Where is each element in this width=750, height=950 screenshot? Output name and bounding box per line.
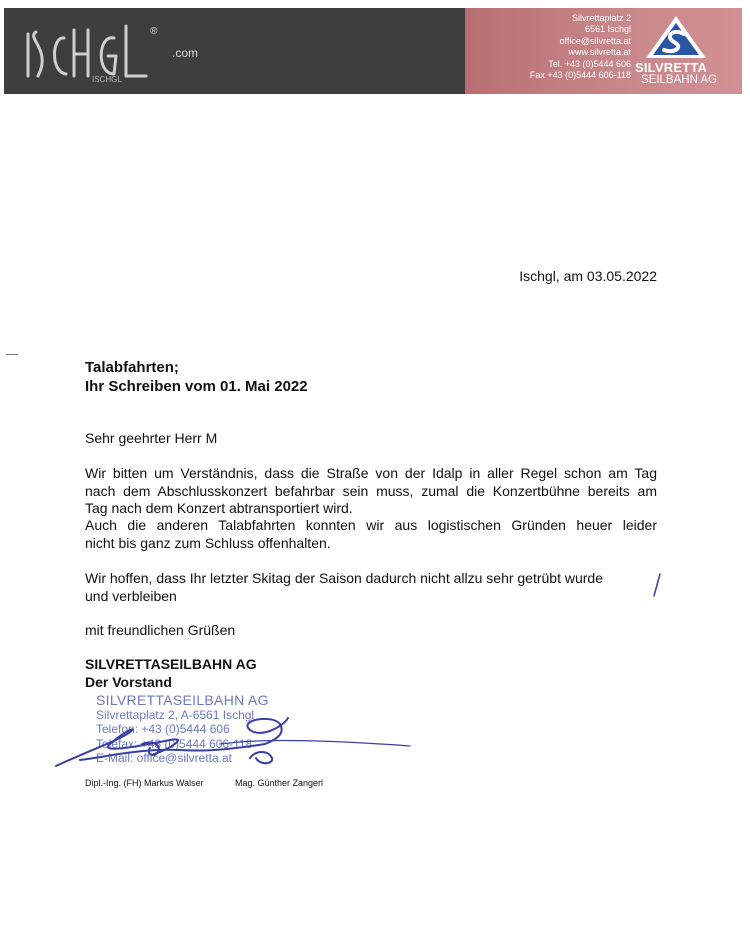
silvretta-emblem-icon <box>644 14 708 60</box>
paragraph-1-line: nach dem Abschlusskonzert befahrbar sein muss, zumal die Konzertbühne bereits am <box>85 482 657 499</box>
salutation: Sehr geehrter Herr M <box>85 430 218 446</box>
company-name: SILVRETTASEILBAHN AG <box>85 656 257 672</box>
letterhead <box>4 8 742 94</box>
margin-check-mark <box>650 572 664 598</box>
subject-line-1: Talabfahrten; <box>85 359 179 376</box>
paragraph-1-line: Tag nach dem Konzert abtransportiert wird. <box>85 500 353 516</box>
paragraph-3 <box>85 570 657 605</box>
contact-fax: Fax +43 (0)5444 606-118 <box>529 70 631 81</box>
contact-web: www.silvretta.at <box>568 47 631 58</box>
letter-date: Ischgl, am 03.05.2022 <box>519 268 657 284</box>
contact-city: 6561 Ischgl <box>584 24 631 35</box>
logo-suffix: .com <box>172 46 199 60</box>
letter-subject <box>85 358 308 396</box>
signatory-left: Dipl.-Ing. (FH) Markus Walser <box>85 778 204 788</box>
brand-subtitle: SEILBAHN AG <box>641 74 718 86</box>
fold-mark <box>6 354 18 355</box>
paragraph-3-line: Wir hoffen, dass Ihr letzter Skitag der Saison dadurch nicht allzu sehr getrübt wurde <box>85 570 604 586</box>
paragraph-2-line: Auch die anderen Talabfahrten konnten wir aus logistischen Gründen heuer leider <box>85 517 657 533</box>
paragraph-1 <box>85 465 657 518</box>
registered-mark: ® <box>150 26 158 37</box>
stamp-line: SILVRETTASEILBAHN AG <box>96 692 269 708</box>
brand-name: SILVRETTA <box>635 60 708 75</box>
paragraph-1-line: Wir bitten um Verständnis, dass die Straße von der Idalp in aller Regel schon am Tag <box>85 465 657 481</box>
closing: mit freundlichen Grüßen <box>85 622 236 638</box>
signatory-right: Mag. Günther Zangerl <box>235 778 324 788</box>
handwritten-signatures <box>50 700 420 775</box>
ischgl-logo <box>22 16 172 84</box>
board-label: Der Vorstand <box>85 673 172 690</box>
paragraph-3-line: und verbleiben <box>85 587 177 604</box>
stamp-line: Telefax: +43 (0)5444 606-118 <box>96 736 253 751</box>
logo-wordmark: ISCHGL <box>92 75 122 84</box>
contact-phone: Tel. +43 (0)5444 606 <box>548 58 631 69</box>
stamp-line: Silvrettaplatz 2, A-6561 Ischgl <box>96 707 255 722</box>
paragraph-2-line: nicht bis ganz zum Schluss offenhalten. <box>85 534 331 551</box>
contact-address: Silvrettaplatz 2 <box>571 13 631 23</box>
contact-block <box>490 13 631 81</box>
paragraph-2 <box>85 517 657 552</box>
stamp-line: Telefon: +43 (0)5444 606 <box>96 722 230 736</box>
subject-line-2: Ihr Schreiben vom 01. Mai 2022 <box>85 378 308 395</box>
contact-email: office@silvretta.at <box>559 35 631 46</box>
signature-block <box>85 656 257 691</box>
stamp-line: E-Mail: office@silvretta.at <box>96 751 233 765</box>
